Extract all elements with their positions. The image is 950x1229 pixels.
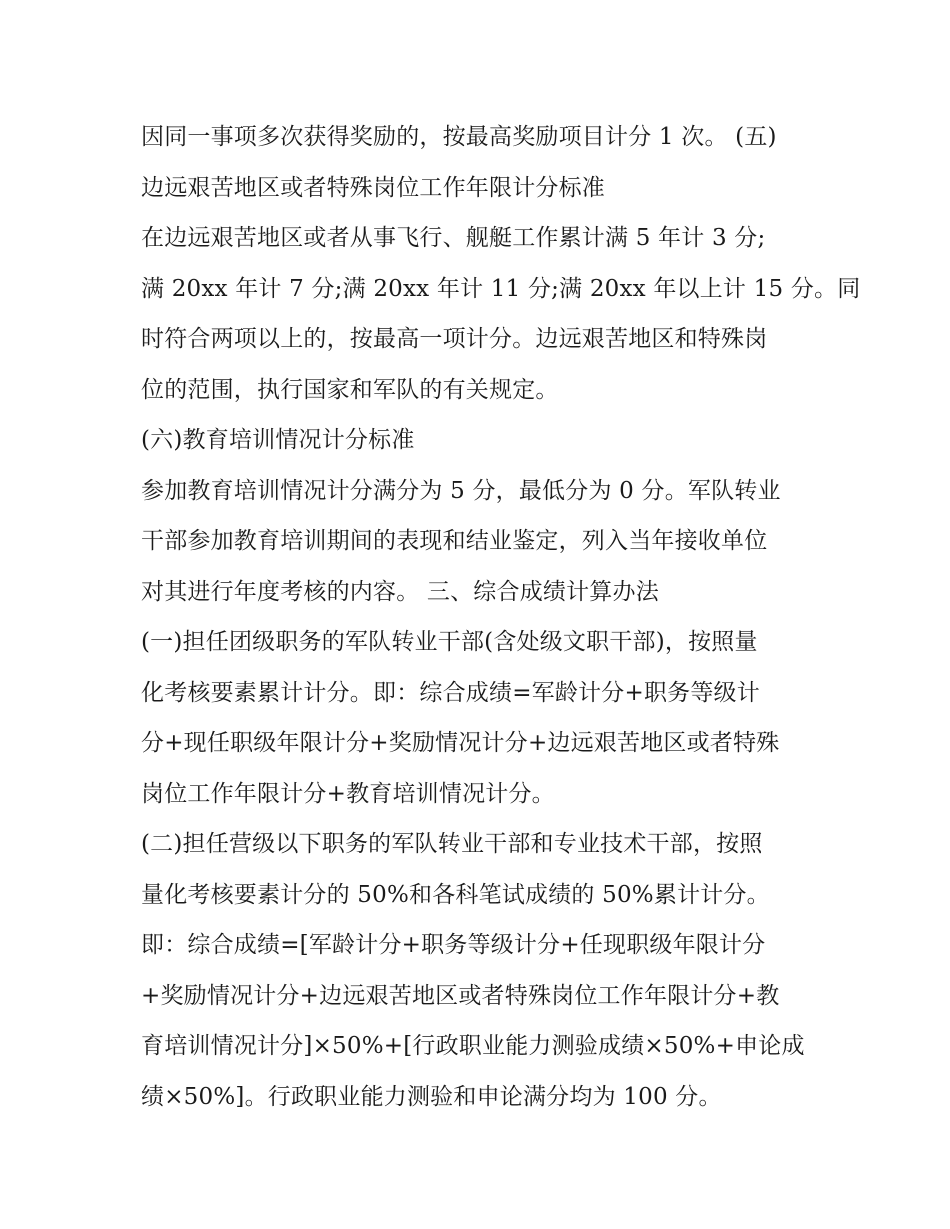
text-line: +奖励情况计分+边远艰苦地区或者特殊岗位工作年限计分+教 <box>141 982 780 1009</box>
text-line: 化考核要素累计计分。即：综合成绩=军龄计分+职务等级计 <box>141 679 760 706</box>
text-line: 在边远艰苦地区或者从事飞行、舰艇工作累计满 5 年计 3 分; <box>141 225 766 251</box>
text-line: 绩×50%]。行政职业能力测验和申论满分均为 100 分。 <box>141 1083 722 1110</box>
text-line: 边远艰苦地区或者特殊岗位工作年限计分标准 <box>141 174 605 201</box>
text-line: 满 20xx 年计 7 分;满 20xx 年计 11 分;满 20xx 年以上计 15 分。同 <box>141 275 861 302</box>
section-heading: (六)教育培训情况计分标准 <box>141 427 415 453</box>
text-line: 即：综合成绩=[军龄计分+职务等级计分+任现职级年限计分 <box>141 932 766 958</box>
text-line: 对其进行年度考核的内容。 三、综合成绩计算办法 <box>141 578 659 605</box>
text-line: (一)担任团级职务的军队转业干部(含处级文职干部)，按照量 <box>141 629 758 655</box>
text-line: 时符合两项以上的，按最高一项计分。边远艰苦地区和特殊岗 <box>141 326 768 352</box>
text-line: 参加教育培训情况计分满分为 5 分，最低分为 0 分。军队转业 <box>141 477 781 504</box>
text-line: 干部参加教育培训期间的表现和结业鉴定，列入当年接收单位 <box>141 528 768 554</box>
text-line: 因同一事项多次获得奖励的，按最高奖励项目计分 1 次。 (五) <box>141 124 777 150</box>
text-line: 分+现任职级年限计分+奖励情况计分+边远艰苦地区或者特殊 <box>141 730 780 756</box>
text-line: 量化考核要素计分的 50%和各科笔试成绩的 50%累计计分。 <box>141 881 770 908</box>
text-line: 育培训情况计分]×50%+[行政职业能力测验成绩×50%+申论成 <box>141 1033 805 1059</box>
document-body <box>141 112 861 1122</box>
text-line: 位的范围，执行国家和军队的有关规定。 <box>141 376 559 403</box>
text-line: (二)担任营级以下职务的军队转业干部和专业技术干部，按照 <box>141 831 763 857</box>
text-line: 岗位工作年限计分+教育培训情况计分。 <box>141 780 555 807</box>
